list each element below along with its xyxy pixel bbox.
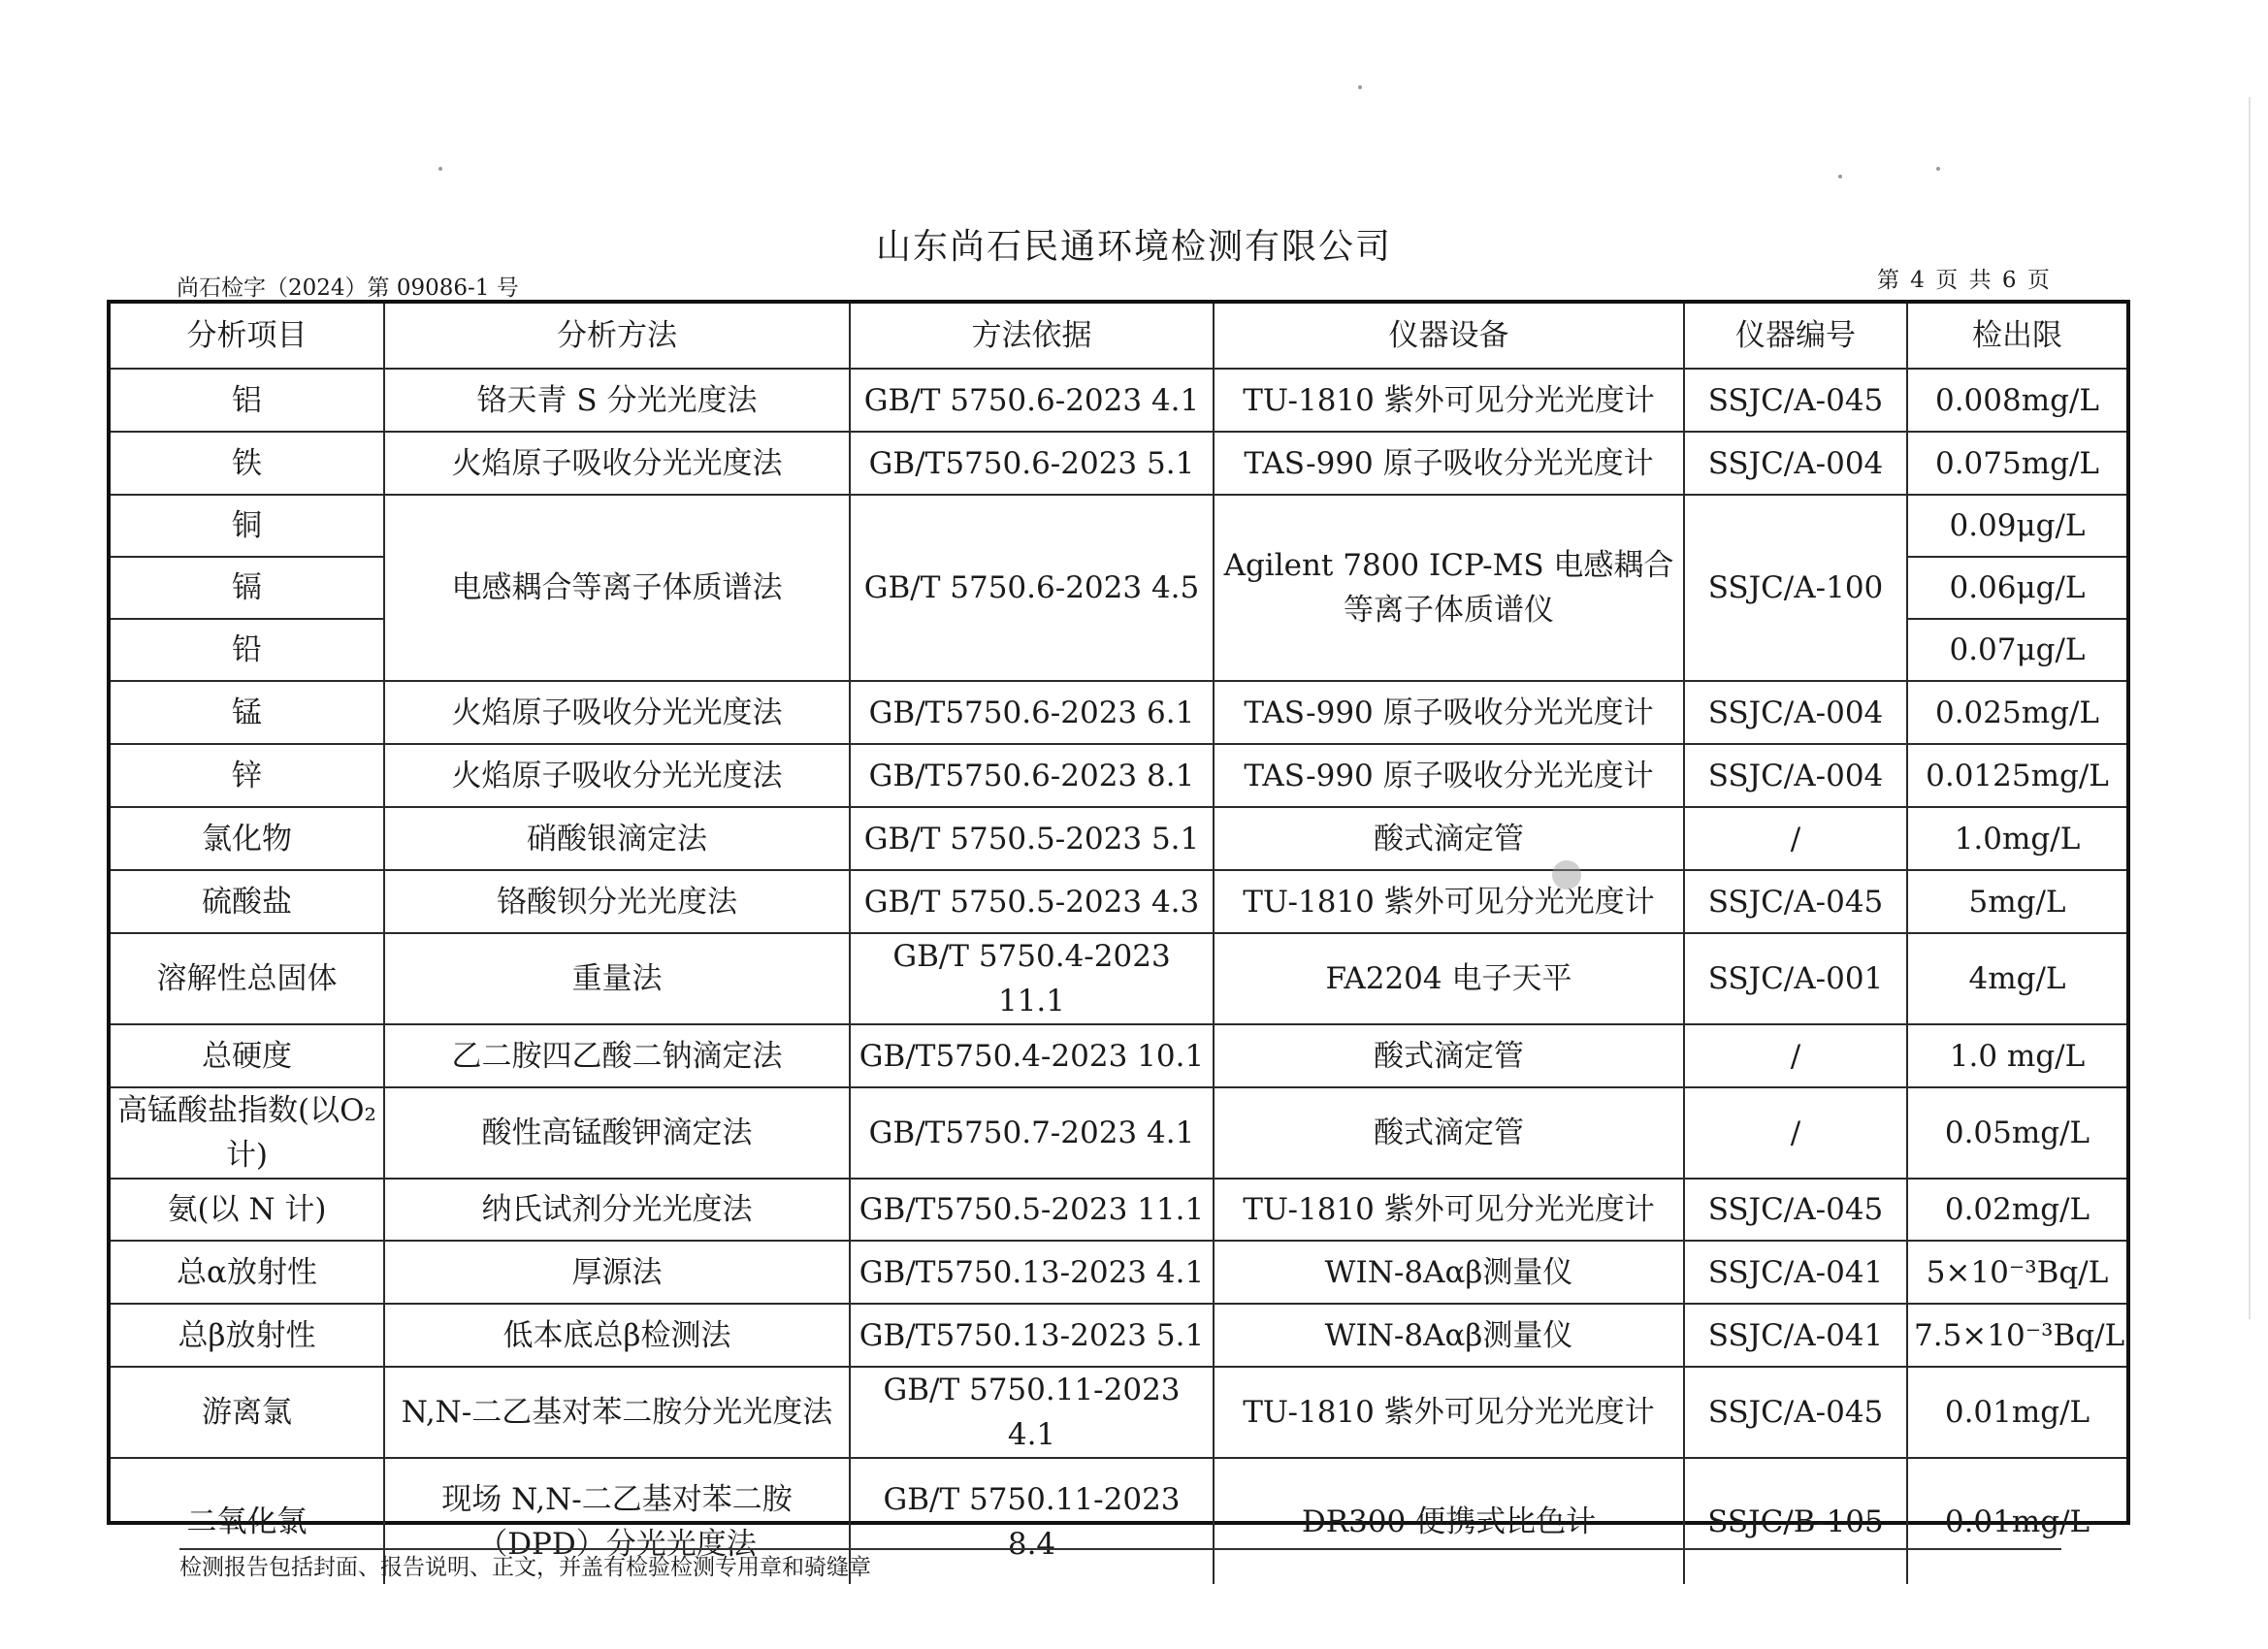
instrument-no-cell: SSJC/A-045: [1684, 1179, 1907, 1241]
item-cell: 铜: [111, 495, 384, 557]
item-cell: 游离氯: [111, 1367, 384, 1458]
method-cell: 纳氏试剂分光光度法: [384, 1179, 850, 1241]
instrument-no-cell: /: [1684, 1024, 1907, 1087]
instrument-cell: WIN-8Aαβ测量仪: [1214, 1241, 1684, 1304]
company-name: 山东尚石民通环境检测有限公司: [875, 227, 1392, 267]
table-row: [111, 495, 2126, 557]
instrument-no-cell: SSJC/A-100: [1684, 495, 1907, 681]
instrument-no-cell: SSJC/A-041: [1684, 1304, 1907, 1367]
item-cell: 锰: [111, 681, 384, 744]
limit-cell: 0.0125mg/L: [1907, 744, 2126, 807]
report-number: 尚石检字（2024）第 09086-1 号: [177, 275, 519, 301]
limit-cell: 0.09μg/L: [1907, 495, 2126, 557]
item-cell: 锌: [111, 744, 384, 807]
instrument-no-cell: SSJC/B-105: [1684, 1458, 1907, 1584]
limit-cell: 0.075mg/L: [1907, 432, 2126, 495]
table-row: [111, 1179, 2126, 1241]
item-cell: 总β放射性: [111, 1304, 384, 1367]
instrument-cell: TAS-990 原子吸收分光光度计: [1214, 744, 1684, 807]
table-row: [111, 432, 2126, 495]
table-row: [111, 1367, 2126, 1458]
analysis-table-frame: [107, 300, 2130, 1562]
instrument-no-cell: SSJC/A-004: [1684, 432, 1907, 495]
scan-speck: [1838, 175, 1842, 178]
limit-cell: 4mg/L: [1907, 933, 2126, 1024]
standard-cell: GB/T5750.13-2023 4.1: [850, 1241, 1214, 1304]
standard-cell: GB/T5750.6-2023 6.1: [850, 681, 1214, 744]
instrument-cell: TU-1810 紫外可见分光光度计: [1214, 1179, 1684, 1241]
standard-cell: GB/T 5750.6-2023 4.1: [850, 369, 1214, 432]
column-header: 分析方法: [384, 304, 850, 369]
instrument-no-cell: /: [1684, 1087, 1907, 1179]
standard-cell: GB/T5750.7-2023 4.1: [850, 1087, 1214, 1179]
standard-cell: GB/T 5750.5-2023 4.3: [850, 870, 1214, 933]
column-header: 方法依据: [850, 304, 1214, 369]
standard-cell: GB/T5750.4-2023 10.1: [850, 1024, 1214, 1087]
standard-cell: GB/T 5750.6-2023 4.5: [850, 495, 1214, 681]
method-cell: 火焰原子吸收分光光度法: [384, 744, 850, 807]
item-cell: 二氧化氯: [111, 1458, 384, 1584]
standard-cell: GB/T 5750.11-2023 8.4: [850, 1458, 1214, 1584]
instrument-no-cell: SSJC/A-041: [1684, 1241, 1907, 1304]
table-row: [111, 1241, 2126, 1304]
instrument-cell: WIN-8Aαβ测量仪: [1214, 1304, 1684, 1367]
table-row: [111, 933, 2126, 1024]
limit-cell: 1.0mg/L: [1907, 807, 2126, 870]
item-cell: 铁: [111, 432, 384, 495]
limit-cell: 5mg/L: [1907, 870, 2126, 933]
method-cell: 火焰原子吸收分光光度法: [384, 681, 850, 744]
instrument-cell: TU-1810 紫外可见分光光度计: [1214, 1367, 1684, 1458]
item-cell: 高锰酸盐指数(以O₂计): [111, 1087, 384, 1179]
instrument-cell: 酸式滴定管: [1214, 1087, 1684, 1179]
method-cell: 电感耦合等离子体质谱法: [384, 495, 850, 681]
method-cell: 现场 N,N-二乙基对苯二胺（DPD）分光光度法: [384, 1458, 850, 1584]
scan-edge: [2249, 97, 2251, 1319]
instrument-no-cell: SSJC/A-004: [1684, 744, 1907, 807]
method-cell: N,N-二乙基对苯二胺分光光度法: [384, 1367, 850, 1458]
limit-cell: 0.06μg/L: [1907, 557, 2126, 619]
method-cell: 火焰原子吸收分光光度法: [384, 432, 850, 495]
instrument-no-cell: SSJC/A-045: [1684, 870, 1907, 933]
limit-cell: 0.008mg/L: [1907, 369, 2126, 432]
instrument-cell: DR300 便携式比色计: [1214, 1458, 1684, 1584]
scan-mark: [1552, 860, 1581, 889]
standard-cell: GB/T5750.13-2023 5.1: [850, 1304, 1214, 1367]
method-cell: 乙二胺四乙酸二钠滴定法: [384, 1024, 850, 1087]
scan-speck: [1936, 167, 1940, 171]
column-header: 检出限: [1907, 304, 2126, 369]
instrument-no-cell: SSJC/A-001: [1684, 933, 1907, 1024]
method-cell: 铬酸钡分光光度法: [384, 870, 850, 933]
instrument-cell: TU-1810 紫外可见分光光度计: [1214, 369, 1684, 432]
table-row: [111, 1024, 2126, 1087]
item-cell: 硫酸盐: [111, 870, 384, 933]
standard-cell: GB/T 5750.4-2023 11.1: [850, 933, 1214, 1024]
instrument-no-cell: SSJC/A-045: [1684, 369, 1907, 432]
limit-cell: 1.0 mg/L: [1907, 1024, 2126, 1087]
standard-cell: GB/T 5750.11-2023 4.1: [850, 1367, 1214, 1458]
column-header: 仪器设备: [1214, 304, 1684, 369]
item-cell: 总硬度: [111, 1024, 384, 1087]
limit-cell: 7.5×10⁻³Bq/L: [1907, 1304, 2126, 1367]
method-cell: 重量法: [384, 933, 850, 1024]
standard-cell: GB/T5750.6-2023 8.1: [850, 744, 1214, 807]
table-row: [111, 744, 2126, 807]
instrument-cell: 酸式滴定管: [1214, 1024, 1684, 1087]
instrument-no-cell: SSJC/A-045: [1684, 1367, 1907, 1458]
table-row: [111, 807, 2126, 870]
method-cell: 低本底总β检测法: [384, 1304, 850, 1367]
instrument-no-cell: SSJC/A-004: [1684, 681, 1907, 744]
method-cell: 厚源法: [384, 1241, 850, 1304]
limit-cell: 0.01mg/L: [1907, 1458, 2126, 1584]
table-header-row: [111, 304, 2126, 369]
table-row: [111, 870, 2126, 933]
instrument-cell: TAS-990 原子吸收分光光度计: [1214, 432, 1684, 495]
method-cell: 硝酸银滴定法: [384, 807, 850, 870]
page-indicator: 第 4 页 共 6 页: [1877, 268, 2052, 293]
item-cell: 氯化物: [111, 807, 384, 870]
item-cell: 铝: [111, 369, 384, 432]
standard-cell: GB/T5750.6-2023 5.1: [850, 432, 1214, 495]
instrument-cell: 酸式滴定管: [1214, 807, 1684, 870]
table-row: [111, 681, 2126, 744]
method-cell: 酸性高锰酸钾滴定法: [384, 1087, 850, 1179]
item-cell: 镉: [111, 557, 384, 619]
standard-cell: GB/T5750.5-2023 11.1: [850, 1179, 1214, 1241]
column-header: 仪器编号: [1684, 304, 1907, 369]
limit-cell: 0.07μg/L: [1907, 619, 2126, 681]
limit-cell: 0.025mg/L: [1907, 681, 2126, 744]
instrument-cell: TU-1810 紫外可见分光光度计: [1214, 870, 1684, 933]
limit-cell: 0.02mg/L: [1907, 1179, 2126, 1241]
item-cell: 溶解性总固体: [111, 933, 384, 1024]
item-cell: 总α放射性: [111, 1241, 384, 1304]
instrument-no-cell: /: [1684, 807, 1907, 870]
item-cell: 氨(以 N 计): [111, 1179, 384, 1241]
analysis-methods-table: [111, 304, 2126, 1584]
method-cell: 铬天青 S 分光光度法: [384, 369, 850, 432]
scan-speck: [1358, 85, 1362, 89]
limit-cell: 0.05mg/L: [1907, 1087, 2126, 1179]
standard-cell: GB/T 5750.5-2023 5.1: [850, 807, 1214, 870]
table-row: [111, 1087, 2126, 1179]
limit-cell: 5×10⁻³Bq/L: [1907, 1241, 2126, 1304]
column-header: 分析项目: [111, 304, 384, 369]
instrument-cell: FA2204 电子天平: [1214, 933, 1684, 1024]
table-row: [111, 1304, 2126, 1367]
instrument-cell: Agilent 7800 ICP-MS 电感耦合等离子体质谱仪: [1214, 495, 1684, 681]
scan-speck: [438, 167, 442, 171]
instrument-cell: TAS-990 原子吸收分光光度计: [1214, 681, 1684, 744]
table-row: [111, 369, 2126, 432]
limit-cell: 0.01mg/L: [1907, 1367, 2126, 1458]
footer-note: 检测报告包括封面、报告说明、正文，并盖有检验检测专用章和骑缝章: [179, 1555, 871, 1580]
item-cell: 铅: [111, 619, 384, 681]
